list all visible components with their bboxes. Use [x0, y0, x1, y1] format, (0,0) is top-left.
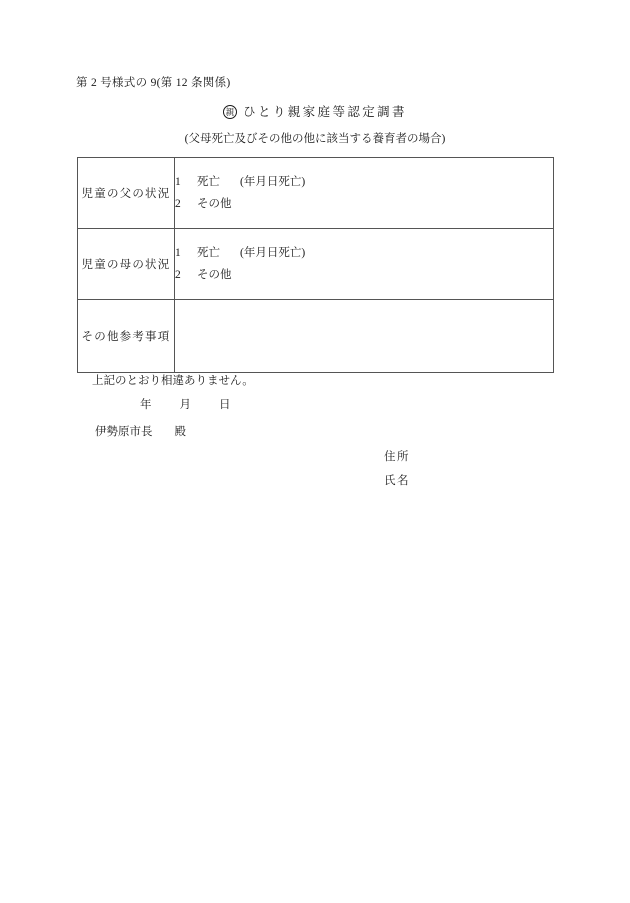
table-row [78, 300, 554, 373]
option-note: (年月日死亡) [240, 246, 306, 259]
parent-seal-icon: 親 [223, 105, 237, 119]
row-content-other-notes[interactable] [175, 300, 554, 373]
table-row [78, 158, 554, 229]
row-content-father [175, 158, 554, 229]
row-label-father: 児童の父の状況 [78, 158, 175, 229]
table-row [78, 229, 554, 300]
option-line [175, 193, 553, 215]
option-number: 2 [175, 198, 181, 210]
date-year-label: 年 [140, 399, 152, 411]
confirmation-statement: 上記のとおり相違ありません。 [92, 375, 254, 387]
addressee-name: 伊勢原市長 [95, 426, 153, 438]
option-line [175, 242, 553, 264]
option-number: 2 [175, 269, 181, 281]
date-day-label: 日 [219, 399, 231, 411]
option-line [175, 171, 553, 193]
option-text: その他 [197, 269, 232, 281]
option-number: 1 [175, 175, 181, 188]
document-title-row [0, 102, 630, 120]
signer-name-label: 氏名 [384, 475, 410, 487]
addressee-honorific: 殿 [174, 426, 186, 438]
date-line[interactable] [140, 396, 231, 412]
row-label-mother: 児童の母の状況 [78, 229, 175, 300]
document-subtitle: (父母死亡及びその他の他に該当する養育者の場合) [184, 133, 446, 145]
option-number: 1 [175, 246, 181, 259]
option-text: 死亡 [197, 175, 220, 188]
option-line [175, 264, 553, 286]
option-text: その他 [197, 198, 232, 210]
row-label-other-notes: その他参考事項 [78, 300, 175, 373]
form-number: 第 2 号様式の 9(第 12 条関係) [76, 77, 231, 89]
signer-address-label: 住所 [384, 451, 410, 463]
page-title: ひとり親家庭等認定調書 [243, 105, 407, 119]
row-content-mother [175, 229, 554, 300]
date-month-label: 月 [179, 399, 191, 411]
option-text: 死亡 [197, 246, 220, 259]
status-table [77, 157, 554, 373]
addressee-line [95, 423, 186, 439]
option-note: (年月日死亡) [240, 175, 306, 188]
